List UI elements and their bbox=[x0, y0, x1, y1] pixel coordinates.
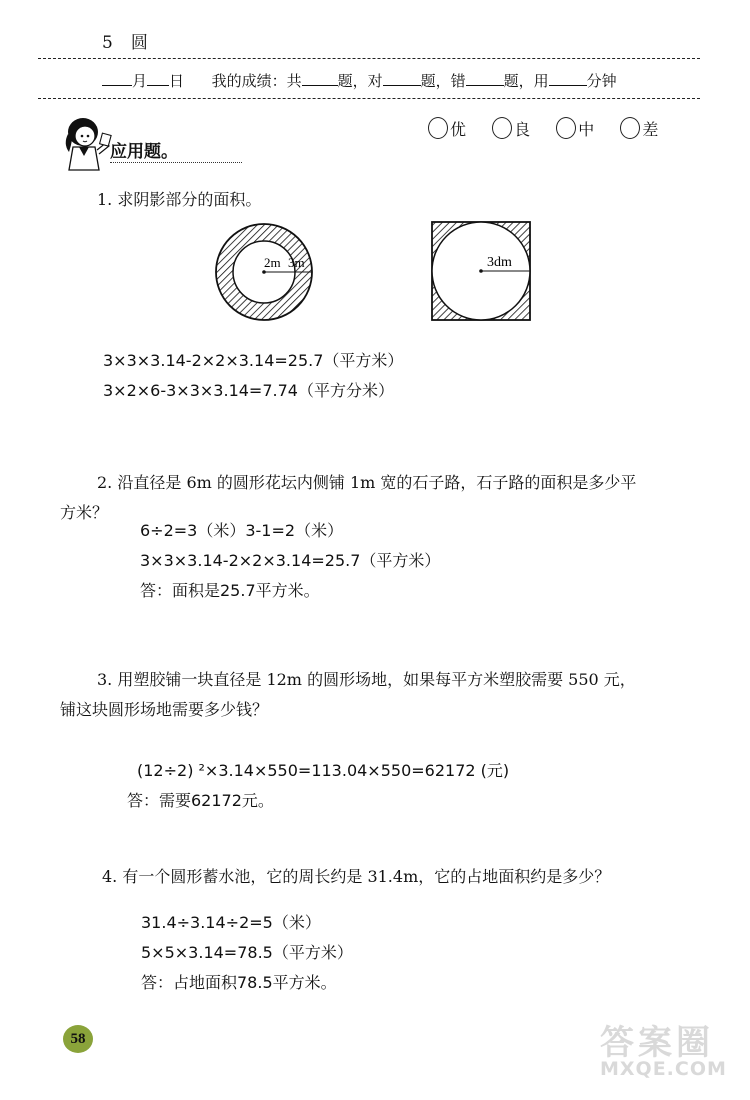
problem-3-answer bbox=[127, 756, 510, 816]
rating-poor[interactable]: 差 bbox=[620, 117, 658, 140]
problem-number: 1. bbox=[97, 190, 113, 209]
ring-figure bbox=[212, 220, 316, 324]
section-title: 应用题。 bbox=[110, 142, 178, 162]
inner-radius-label: 2m bbox=[264, 255, 281, 270]
problem-2-answer bbox=[140, 516, 440, 606]
answer-line: (12÷2) ²×3.14×550=113.04×550=62172 (元) bbox=[137, 761, 510, 780]
answer-line: 3×3×3.14-2×2×3.14=25.7（平方米） bbox=[103, 351, 404, 370]
rating-fair[interactable]: 中 bbox=[556, 117, 594, 140]
minutes-label: 分钟 bbox=[586, 72, 617, 90]
section-title-underline bbox=[110, 162, 242, 163]
answer-line: 答：面积是25.7平方米。 bbox=[140, 581, 320, 600]
rating-excellent[interactable]: 优 bbox=[428, 117, 466, 140]
problem-3 bbox=[60, 665, 710, 725]
day-label: 日 bbox=[169, 72, 185, 90]
header-divider-top bbox=[38, 58, 700, 59]
rating-options bbox=[428, 117, 679, 140]
problem-text: 有一个圆形蓄水池，它的周长约是 31.4m，它的占地面积约是多少？ bbox=[122, 867, 611, 886]
problem-4-answer bbox=[141, 908, 353, 998]
chapter-title: 圆 bbox=[130, 33, 148, 53]
circle-icon bbox=[556, 117, 576, 139]
chapter-number: 5 bbox=[102, 33, 113, 53]
answer-line: 5×5×3.14=78.5（平方米） bbox=[141, 943, 353, 962]
problem-text: 求阴影部分的面积。 bbox=[117, 190, 262, 209]
day-blank[interactable] bbox=[147, 71, 169, 86]
my-score-label: 我的成绩：共 bbox=[211, 72, 302, 90]
correct-label: 题，对 bbox=[337, 72, 383, 90]
correct-blank[interactable] bbox=[383, 71, 421, 86]
chapter-heading bbox=[102, 28, 166, 53]
problem-text-continued: 铺这块圆形场地需要多少钱？ bbox=[60, 700, 269, 719]
circle-icon bbox=[492, 117, 512, 139]
watermark-title: 答案圈 bbox=[600, 1023, 714, 1063]
wrong-label: 题，错 bbox=[420, 72, 466, 90]
problem-4 bbox=[102, 862, 610, 892]
girl-reading-icon bbox=[57, 112, 113, 174]
problem-1 bbox=[97, 185, 261, 215]
outer-radius-label: 3m bbox=[288, 255, 305, 270]
circle-icon bbox=[620, 117, 640, 139]
problem-number: 3. bbox=[97, 670, 113, 689]
radius-label: 3dm bbox=[487, 255, 512, 270]
page-number: 58 bbox=[63, 1025, 93, 1053]
answer-line: 答：占地面积78.5平方米。 bbox=[141, 973, 337, 992]
problem-text: 用塑胶铺一块直径是 12m 的圆形场地，如果每平方米塑胶需要 550 元， bbox=[117, 670, 636, 689]
answer-line: 3×3×3.14-2×2×3.14=25.7（平方米） bbox=[140, 551, 441, 570]
answer-line: 答：需要62172元。 bbox=[127, 791, 274, 810]
score-record-row bbox=[102, 70, 617, 91]
wrong-blank[interactable] bbox=[466, 71, 504, 86]
watermark bbox=[600, 1015, 727, 1080]
problem-text-continued: 方米？ bbox=[60, 503, 109, 522]
month-blank[interactable] bbox=[102, 71, 132, 86]
circle-icon bbox=[428, 117, 448, 139]
time-label: 题，用 bbox=[503, 72, 549, 90]
answer-line: 6÷2=3（米）3-1=2（米） bbox=[140, 521, 344, 540]
month-label: 月 bbox=[132, 72, 148, 90]
total-blank[interactable] bbox=[302, 71, 338, 86]
square-circle-figure bbox=[430, 220, 534, 324]
time-blank[interactable] bbox=[549, 71, 587, 86]
answer-line: 31.4÷3.14÷2=5（米） bbox=[141, 913, 321, 932]
rating-good[interactable]: 良 bbox=[492, 117, 530, 140]
watermark-url: MXQE.COM bbox=[600, 1058, 727, 1080]
problem-number: 2. bbox=[97, 473, 113, 492]
answer-line: 3×2×6-3×3×3.14=7.74（平方分米） bbox=[103, 381, 394, 400]
header-divider-bottom bbox=[38, 98, 700, 99]
problem-text: 沿直径是 6m 的圆形花坛内侧铺 1m 宽的石子路，石子路的面积是多少平 bbox=[117, 473, 637, 492]
problem-1-answer bbox=[103, 346, 403, 406]
problem-number: 4. bbox=[102, 867, 118, 886]
